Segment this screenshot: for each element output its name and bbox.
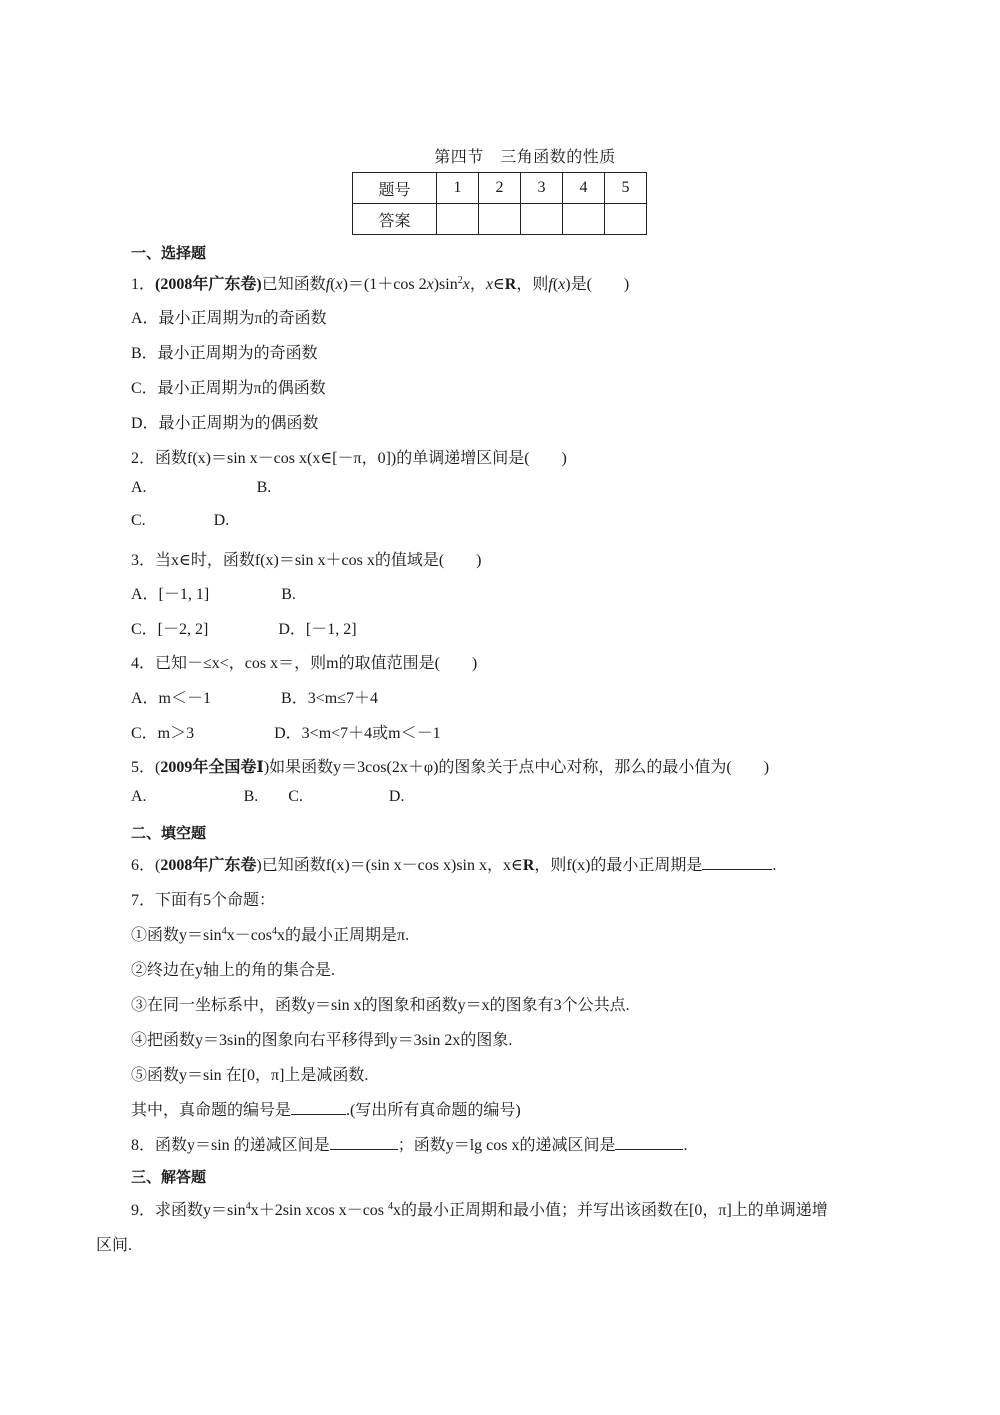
answer-blank[interactable] — [330, 1135, 398, 1150]
table-row — [353, 173, 647, 204]
question-8: 8．函数y＝sin 的递减区间是 ；函数y＝lg cos x的递减区间是 . — [131, 1137, 688, 1154]
answer-table — [352, 172, 647, 235]
q7-statement-1: ①函数$y=\sin^4x-\cos^4x$的最小正周期是π. — [131, 926, 410, 944]
section-heading-choice: 一、选择题 — [131, 244, 207, 262]
section-heading-fill: 二、填空题 — [131, 824, 207, 842]
table-header-question: 题号 — [353, 173, 437, 204]
q1-option-c: C．最小正周期为π的偶函数 — [131, 380, 326, 397]
question-9-cont: 区间. — [96, 1237, 133, 1254]
q1-option-d: D．最小正周期为的偶函数 — [131, 415, 319, 432]
q3-options-ab: A．[－1, 1] B. — [131, 586, 296, 603]
q7-statement-3: ③在同一坐标系中，函数y＝sin x的图象和函数y＝x的图象有3个公共点. — [131, 997, 630, 1014]
table-cell-number: 4 — [563, 173, 605, 204]
table-row — [353, 204, 647, 235]
q4-options-cd: C．m＞3 D．3<m<7＋4或m＜－1 — [131, 725, 441, 742]
table-cell-number: 5 — [605, 173, 647, 204]
q2-options-cd: C. D. — [131, 512, 230, 529]
q1-option-b: B．最小正周期为的奇函数 — [131, 345, 318, 362]
q5-options: A. B. C. D. — [131, 788, 405, 805]
q4-options-ab: A．m＜－1 B．3<m≤7＋4 — [131, 690, 378, 707]
table-cell-number: 1 — [437, 173, 479, 204]
q7-statement-5: ⑤函数y＝sin 在[0，π]上是减函数. — [131, 1067, 369, 1084]
answer-blank[interactable] — [291, 1100, 346, 1115]
question-5: 5．(2009年全国卷Ⅰ)如果函数y＝3cos(2x＋φ)的图象关于点中心对称，那么的最小值为( ) — [131, 759, 770, 776]
question-7: 7．下面有5个命题： — [131, 892, 276, 909]
question-9: 9．求函数$y=\sin^4x+2\sin$ xcos x－cos $^4$x的最小正周期和最小值；并写出该函数在[0，π]上的单调递增 — [131, 1201, 828, 1219]
section-heading-solve: 三、解答题 — [131, 1168, 207, 1186]
answer-blank[interactable] — [615, 1135, 683, 1150]
q7-statement-4: ④把函数y＝3sin的图象向右平移得到y＝3sin 2x的图象. — [131, 1032, 513, 1049]
question-4: 4．已知－≤x<，cos x＝，则m的取值范围是( ) — [131, 655, 478, 672]
question-6: 6．(2008年广东卷)已知函数f(x)＝(sin x－cos x)sin x，x∈R，则f(x)的最小正周期是 . — [131, 857, 777, 874]
table-header-answer: 答案 — [353, 204, 437, 235]
page-title: 第四节 三角函数的性质 — [434, 149, 616, 166]
table-cell-number: 2 — [479, 173, 521, 204]
answer-cell[interactable] — [521, 204, 563, 235]
question-1: 1．(2008年广东卷)已知函数f(x)＝(1＋cos $2x)\sin^2x$，x∈R，则f(x)是( ) — [131, 275, 630, 293]
q2-options-ab: A. B. — [131, 479, 272, 496]
answer-cell[interactable] — [605, 204, 647, 235]
q7-answer-line: 其中，真命题的编号是 .(写出所有真命题的编号) — [131, 1102, 521, 1119]
q7-statement-2: ②终边在y轴上的角的集合是. — [131, 962, 336, 979]
question-3: 3．当x∈时，函数f(x)＝sin x＋cos x的值域是( ) — [131, 552, 482, 569]
q3-options-cd: C．[－2, 2] D．[－1, 2] — [131, 621, 357, 638]
answer-cell[interactable] — [563, 204, 605, 235]
q1-option-a: A．最小正周期为π的奇函数 — [131, 310, 327, 327]
answer-cell[interactable] — [479, 204, 521, 235]
question-2: 2．函数f(x)＝sin x－cos x(x∈[－π，0])的单调递增区间是( ) — [131, 450, 567, 467]
answer-blank[interactable] — [702, 855, 772, 870]
answer-cell[interactable] — [437, 204, 479, 235]
table-cell-number: 3 — [521, 173, 563, 204]
